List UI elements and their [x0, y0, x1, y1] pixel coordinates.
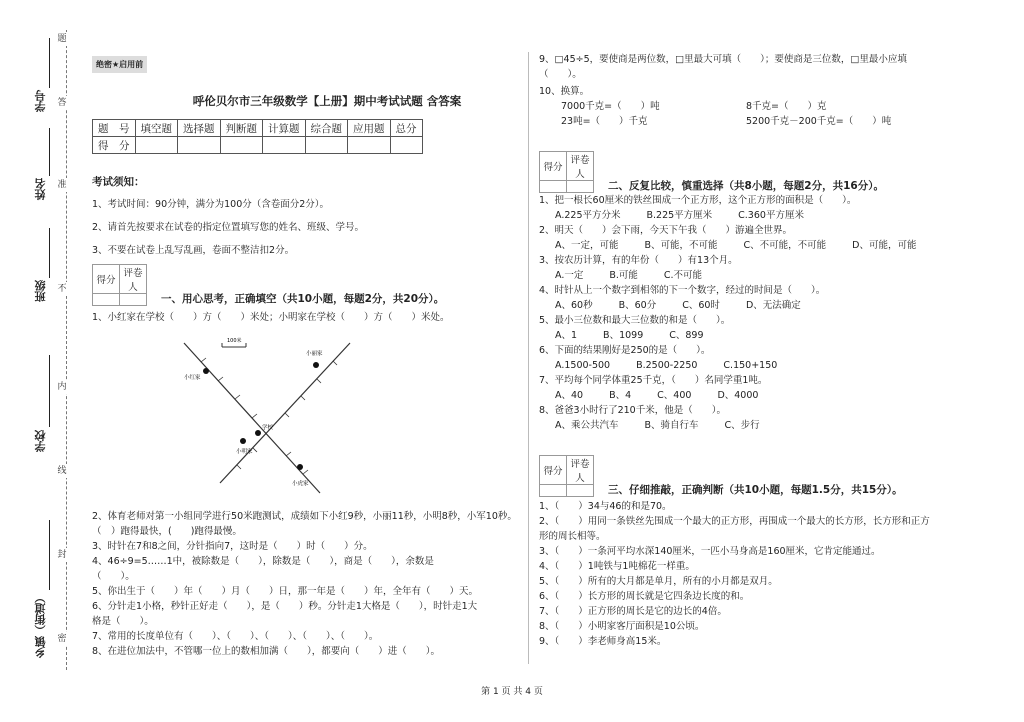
choice-option[interactable]: C.360平方厘米: [738, 210, 804, 221]
choice-option[interactable]: A.225平方分米: [555, 210, 621, 221]
question-line: （ ）跑得最快，( )跑得最慢。: [92, 526, 242, 537]
score-header-cell: 综合题: [305, 120, 348, 137]
section2-title: 二、反复比较，慎重选择（共8小题，每题2分，共16分）。: [608, 180, 884, 192]
field-school: 学校: [34, 430, 47, 452]
section3-header: [539, 455, 979, 497]
scale-label: 100米: [227, 338, 242, 344]
choice-option[interactable]: B、可能，不可能: [644, 240, 718, 251]
conversion-item: 8千克=（ ）克: [746, 101, 827, 112]
field-township: 乡镇（街道）: [34, 592, 47, 658]
score-cell[interactable]: [220, 137, 263, 154]
score-cell[interactable]: [390, 137, 422, 154]
seal-word: 准: [55, 178, 69, 192]
question-line: 6、分针走1小格，秒针正好走（ ），是（ ）秒。分针走1大格是（ ），时针走1大: [92, 601, 478, 612]
choice-option[interactable]: D、可能，可能: [852, 240, 917, 251]
question-line: 3、时针在7和8之间，分针指向7，这时是（ ）时（ ）分。: [92, 541, 373, 552]
score-header-cell: 计算题: [263, 120, 306, 137]
grader-person-cell[interactable]: [567, 181, 594, 193]
score-header-cell: 选择题: [178, 120, 221, 137]
choice-option[interactable]: C.不可能: [663, 270, 703, 281]
xiaohu-home-marker: [297, 464, 303, 470]
grader-score-label: 得分: [540, 152, 567, 181]
grader-person-label: 评卷人: [120, 265, 147, 294]
xiaoming-home-marker: [240, 438, 246, 444]
xiaohong-home-marker: [203, 368, 209, 374]
blank-township[interactable]: [49, 520, 50, 590]
choice-option[interactable]: C、60时: [682, 300, 720, 311]
choice-options: [539, 388, 979, 403]
conversion-item: 23吨=（ ）千克: [561, 116, 648, 127]
blank-student-id[interactable]: [49, 38, 50, 88]
judge-line: 7、（ ）正方形的周长是它的边长的4倍。: [539, 606, 727, 617]
score-cell[interactable]: [135, 137, 178, 154]
choice-question: 7、平均每个同学体重25千克，（ ）名同学重1吨。: [539, 375, 768, 386]
field-class: 班级: [34, 280, 47, 302]
exam-title: 呼伦贝尔市三年级数学【上册】期中考试试题 含答案: [192, 94, 462, 108]
choice-options: [539, 358, 979, 373]
label-school: 学校: [262, 425, 274, 431]
grader-score-label: 得分: [540, 456, 567, 485]
grader-score-cell[interactable]: [93, 294, 120, 306]
grader-score-label: 得分: [93, 265, 120, 294]
label-xiaohu: 小虎家: [292, 481, 309, 487]
label-xiaoming: 小明家: [236, 449, 253, 455]
choice-option[interactable]: C、不可能，不可能: [743, 240, 827, 251]
score-cell[interactable]: [348, 137, 391, 154]
choice-option[interactable]: B、1099: [603, 330, 644, 341]
score-table: [92, 119, 423, 154]
grader-person-cell[interactable]: [567, 485, 594, 497]
conversion-item: 5200千克－200千克=（ ）吨: [746, 116, 892, 127]
choice-question: 3、按农历计算，有的年份（ ）有13个月。: [539, 255, 738, 266]
score-header-cell: 题 号: [93, 120, 136, 137]
conversion-item: 7000千克=（ ）吨: [561, 101, 660, 112]
choice-option[interactable]: A、一定，可能: [555, 240, 619, 251]
seal-word: 内: [55, 380, 69, 394]
choice-option[interactable]: A.一定: [555, 270, 584, 281]
label-xiaoli: 小丽家: [306, 351, 323, 357]
judge-line: 5、（ ）所有的大月都是单月，所有的小月都是双月。: [539, 576, 778, 587]
grader-person-label: 评卷人: [567, 152, 594, 181]
choice-options: [539, 328, 979, 343]
choice-option[interactable]: D、4000: [717, 390, 759, 401]
seal-word: 线: [55, 464, 69, 478]
note-item: 2、请首先按要求在试卷的指定位置填写您的姓名、班级、学号。: [92, 222, 365, 233]
section3-title: 三、仔细推敲，正确判断（共10小题，每题1.5分，共15分）。: [608, 484, 903, 496]
question-10: 10、换算。: [539, 86, 590, 97]
score-header-cell: 填空题: [135, 120, 178, 137]
question-9-cont: （ ）。: [539, 69, 582, 80]
choice-option[interactable]: A、40: [555, 390, 584, 401]
choice-question: 4、时针从上一个数字到相邻的下一个数字，经过的时间是（ ）。: [539, 285, 826, 296]
grader-score-cell[interactable]: [540, 181, 567, 193]
choice-option[interactable]: B.225平方厘米: [646, 210, 713, 221]
map-diagram: [180, 333, 360, 503]
score-cell[interactable]: [305, 137, 348, 154]
secret-mark: 绝密★启用前: [92, 56, 147, 73]
blank-name[interactable]: [49, 128, 50, 176]
choice-option[interactable]: A、1: [555, 330, 578, 341]
seal-line: [66, 30, 67, 670]
seal-word: 题: [55, 32, 69, 46]
question-line: 4、46÷9=5……1中，被除数是（ ），除数是（ ），商是（ ），余数是: [92, 556, 434, 567]
question-line: 7、常用的长度单位有（ ）、（ ）、（ ）、（ ）、（ ）。: [92, 631, 379, 642]
section1-title: 一、用心思考，正确填空（共10小题，每题2分，共20分）。: [161, 293, 445, 305]
conversion-row: [539, 99, 979, 114]
xiaoli-home-marker: [313, 362, 319, 368]
grader-person-cell[interactable]: [120, 294, 147, 306]
score-row-label: 得 分: [93, 137, 136, 154]
choice-option[interactable]: D、无法确定: [745, 300, 801, 311]
label-xiaohong: 小红家: [184, 375, 201, 381]
score-cell[interactable]: [178, 137, 221, 154]
score-header-cell: 总分: [390, 120, 422, 137]
score-cell[interactable]: [263, 137, 306, 154]
score-header-cell: 应用题: [348, 120, 391, 137]
seal-word: 密: [55, 632, 69, 646]
question-line: 2、体育老师对第一小组同学进行50米跑测试，成绩如下小红9秒，小丽11秒，小明8秒，小军10秒。: [92, 511, 517, 522]
choice-option[interactable]: A.1500-500: [555, 360, 611, 371]
choice-question: 5、最小三位数和最大三位数的和是（ ）。: [539, 315, 731, 326]
section1-header: [92, 264, 522, 306]
school-marker: [255, 430, 261, 436]
choice-option[interactable]: C.150+150: [723, 360, 778, 371]
judge-line: 9、（ ）李老师身高15米。: [539, 636, 667, 647]
notes-heading: 考试须知：: [92, 176, 145, 188]
score-header-cell: 判断题: [220, 120, 263, 137]
choice-option[interactable]: C、899: [669, 330, 704, 341]
judge-line: 2、（ ）用同一条铁丝先围成一个最大的正方形，再围成一个最大的长方形，长方形和正方: [539, 516, 930, 527]
field-name: 姓名: [34, 178, 47, 200]
choice-question: 1、把一根长60厘米的铁丝围成一个正方形，这个正方形的面积是（ ）。: [539, 195, 857, 206]
choice-option[interactable]: B.2500-2250: [636, 360, 698, 371]
question-line: 格是（ ）。: [92, 616, 154, 627]
question-9: 9、□45÷5，要使商是两位数，□里最大可填（ ）；要使商是三位数，□里最小应填: [539, 54, 907, 65]
choice-option[interactable]: A、60秒: [555, 300, 593, 311]
judge-line: 1、（ ）34与46的和是70。: [539, 501, 672, 512]
choice-option[interactable]: C、400: [657, 390, 692, 401]
question-1: 1、小红家在学校（ ）方（ ）米处；小明家在学校（ ）方（ ）米处。: [92, 312, 450, 323]
section2-header: [539, 151, 979, 193]
choice-options: [539, 268, 979, 283]
choice-option[interactable]: B、60分: [618, 300, 657, 311]
blank-school[interactable]: [49, 355, 50, 427]
blank-class[interactable]: [49, 228, 50, 278]
grader-box: [92, 264, 147, 306]
note-item: 3、不要在试卷上乱写乱画，卷面不整洁扣2分。: [92, 245, 295, 256]
section2-questions: [539, 193, 979, 433]
choice-options: [539, 238, 979, 253]
binding-margin: [0, 0, 80, 722]
judge-line: 形的周长相等。: [539, 531, 606, 542]
choice-options: [539, 298, 979, 313]
judge-line: 6、（ ）长方形的周长就是它四条边长度的和。: [539, 591, 750, 602]
question-line: 5、你出生于（ ）年（ ）月（ ）日，那一年是（ ）年，全年有（ ）天。: [92, 586, 479, 597]
map-svg: [180, 333, 360, 503]
grader-person-label: 评卷人: [567, 456, 594, 485]
grader-box: [539, 151, 594, 193]
question-line: 8、在进位加法中，不管哪一位上的数相加满（ ），都要向（ ）进（ ）。: [92, 646, 441, 657]
judge-line: 3、（ ）一条河平均水深140厘米，一匹小马身高是160厘米，它肯定能通过。: [539, 546, 881, 557]
grader-box: [539, 455, 594, 497]
page-footer: 第 1 页 共 4 页: [481, 687, 543, 697]
judge-line: 8、（ ）小明家客厅面积是10公顷。: [539, 621, 705, 632]
ticks-road-1: [201, 358, 308, 474]
judge-line: 4、（ ）1吨铁与1吨棉花一样重。: [539, 561, 695, 572]
choice-option[interactable]: B、骑自行车: [644, 420, 699, 431]
column-divider: [528, 52, 529, 664]
choice-question: 2、明天（ ）会下雨，今天下午我（ ）游遍全世界。: [539, 225, 793, 236]
question-line: （ ）。: [92, 571, 135, 582]
conversion-row: [539, 114, 979, 129]
left-column: [92, 52, 522, 659]
seal-word: 不: [55, 282, 69, 296]
choice-options: [539, 208, 979, 223]
choice-options: [539, 418, 979, 433]
choice-question: 8、爸爸3小时行了210千米，他是（ ）。: [539, 405, 726, 416]
right-column: [539, 52, 979, 649]
seal-word: 答: [55, 96, 69, 110]
grader-score-cell[interactable]: [540, 485, 567, 497]
field-student-id: 学号: [34, 90, 47, 112]
choice-question: 6、下面的结果刚好是250的是（ ）。: [539, 345, 711, 356]
note-item: 1、考试时间：90分钟，满分为100分（含卷面分2分）。: [92, 199, 330, 210]
seal-word: 封: [55, 548, 69, 562]
choice-option[interactable]: B.可能: [609, 270, 638, 281]
choice-option[interactable]: C、步行: [724, 420, 760, 431]
choice-option[interactable]: A、乘公共汽车: [555, 420, 619, 431]
choice-option[interactable]: B、4: [609, 390, 632, 401]
